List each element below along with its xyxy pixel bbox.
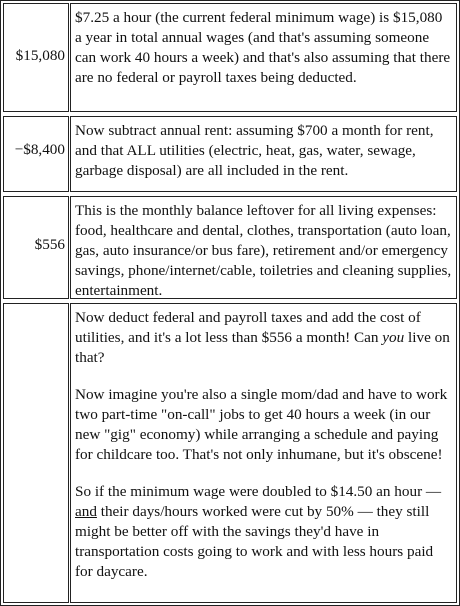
table-row xyxy=(1,301,459,605)
table-row xyxy=(1,1,459,114)
description-cell xyxy=(70,303,457,603)
amount-value: −$8,400 xyxy=(14,141,65,158)
amount-cell xyxy=(3,196,69,299)
emphasis-you: you xyxy=(382,329,405,346)
amount-value: $556 xyxy=(34,236,65,253)
underlined-and: and xyxy=(75,503,97,520)
paragraph-can-you-live: Now deduct federal and payroll taxes and add the cost of utilities, and it's a lot less than $556 a month! Can you live on that? xyxy=(75,309,450,366)
description-text: This is the monthly balance leftover for all living expenses: food, healthcare and dental, clothes, transportation (auto loan, gas, auto insurance/or bus fare), retirement and/or emergency savings, phone/internet/cable, toiletries and cleaning supplies, entertainment. xyxy=(75,202,452,299)
paragraph-single-parent: Now imagine you're also a single mom/dad and have to work two part-time "on-call" jobs to get 40 hours a week (in our new "gig" economy) while arranging a schedule and paying for childcare too. That's not only inhumane, but it's obscene! xyxy=(75,386,448,463)
description-text: Now subtract annual rent: assuming $700 a month for rent, and that ALL utilities (electric, heat, gas, water, sewage, garbage disposal) are all included in the rent. xyxy=(75,122,434,179)
amount-cell xyxy=(3,116,69,192)
amount-cell xyxy=(3,3,69,112)
paragraph-minimum-wage-doubled: So if the minimum wage were doubled to $14.50 an hour — and their days/hours worked were cut by 50% — they still might be better off with the savings they'd have in transportation costs going to work and with less hours paid for daycare. xyxy=(75,483,442,580)
amount-cell xyxy=(3,303,69,603)
description-text: $7.25 a hour (the current federal minimum wage) is $15,080 a year in total annual wages (and that's assuming someone can work 40 hours a week) and that's also assuming that there are no federal or payroll taxes being deducted. xyxy=(75,9,451,86)
description-cell xyxy=(70,116,457,192)
table-row xyxy=(1,194,459,301)
description-cell xyxy=(70,196,457,299)
table-row xyxy=(1,114,459,194)
description-cell xyxy=(70,3,457,112)
amount-value: $15,080 xyxy=(15,47,65,64)
